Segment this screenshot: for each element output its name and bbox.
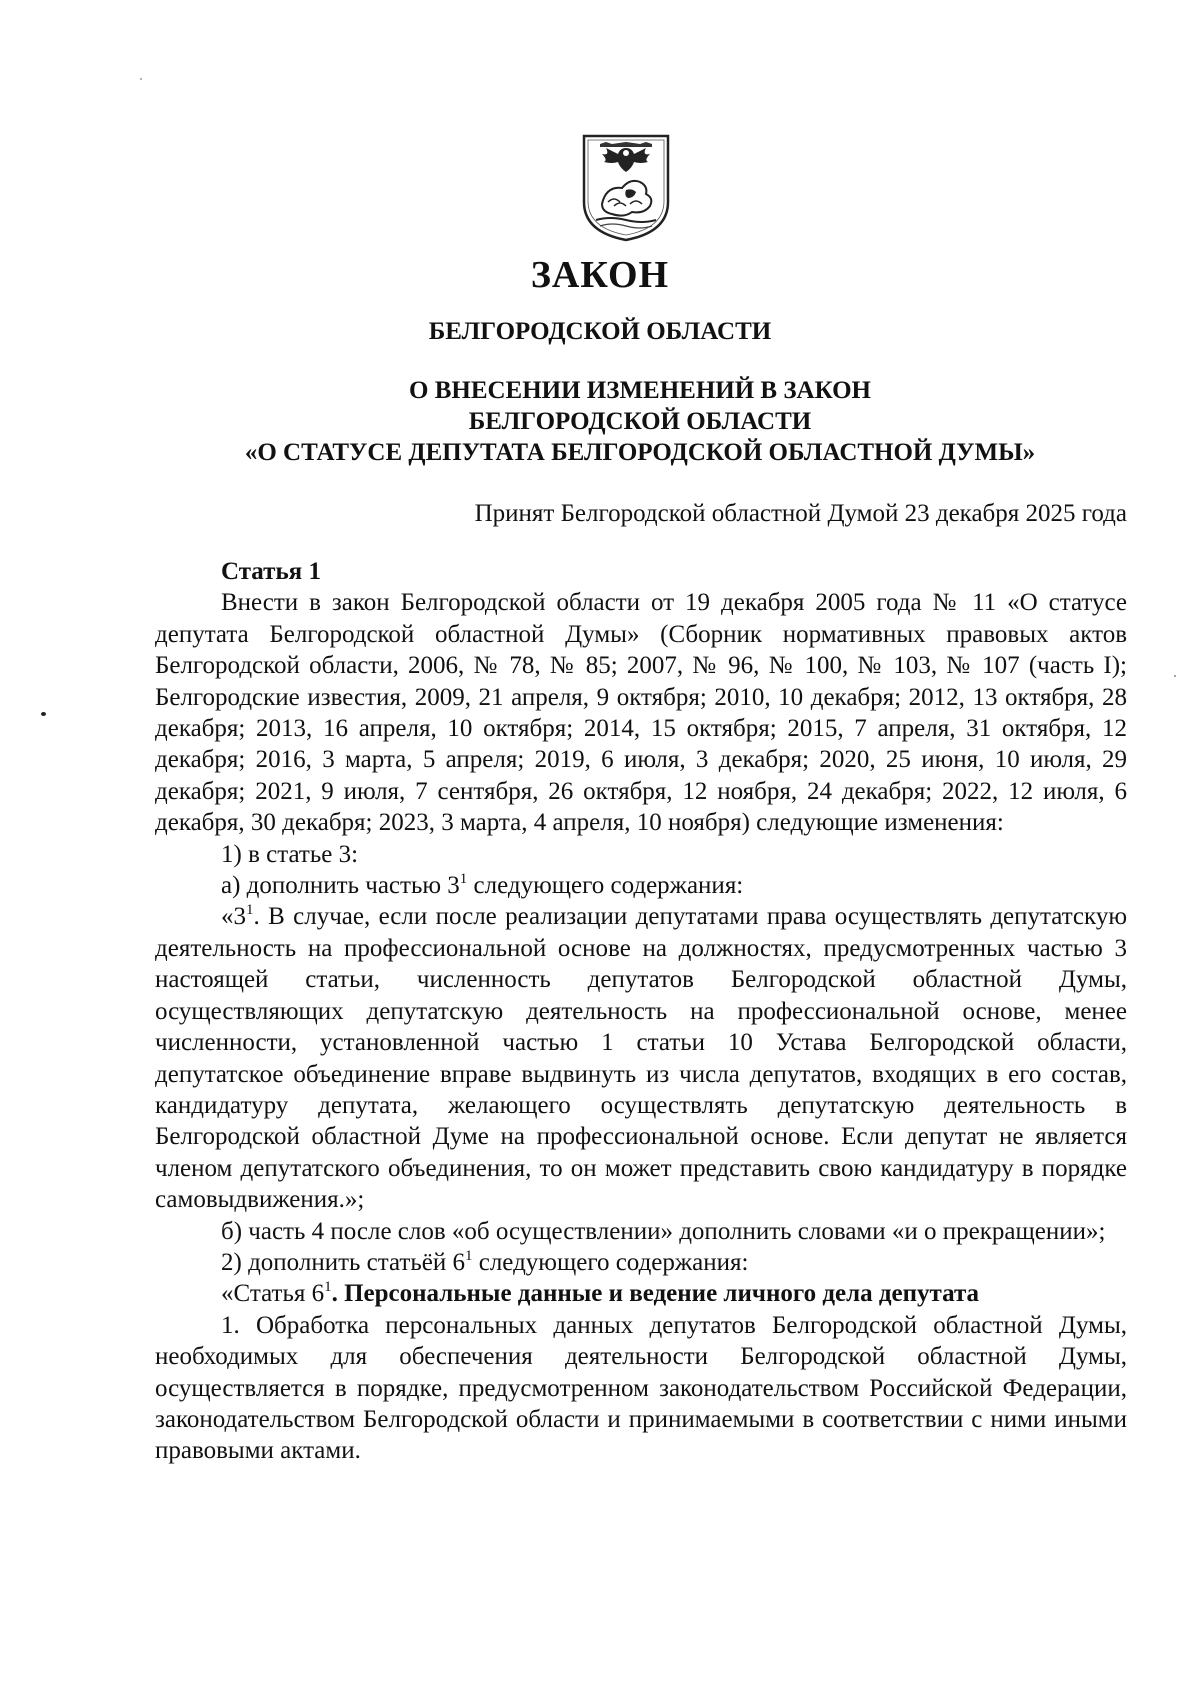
- quoted-part-3-1: «$3^1$. В случае, если после реализации депутатами права осуществлять депутатскую деятельность на профессиональной основе на должностях, предусмотренных частью 3 настоящей статьи, численность депутатов Белгородской областной Думы, осуществляющих депутатскую деятельность на профессиональной основе, менее численности, установленной частью 1 статьи 10 Устава Белгородской области, депутатское объединение вправе выдвинуть из числа депутатов, входящих в его состав, кандидатуру депутата, желающего осуществлять депутатскую деятельность в Белгородской областной Думе на профессиональной основе. Если депутат не является членом депутатского объединения, то он может представить свою кандидатуру в порядке самовыдвижения.»;: [155, 902, 1127, 1214]
- article-6-1-paragraph-1: 1. Обработка персональных данных депутатов Белгородской областной Думы, необходимых для обеспечения деятельности Белгородской областной Думы, осуществляется в порядке, предусмотренном законодательством Российской Федерации, законодательством Белгородской области и принимаемыми в соответствии с ними иными правовыми актами.: [155, 1311, 1127, 1465]
- article-body: [155, 556, 1127, 1467]
- article-6-1-title: «Статья $6^1$. Персональные данные и ведение личного дела депутата: [221, 1279, 980, 1308]
- heading-line-3: «О СТАТУСЕ ДЕПУТАТА БЕЛГОРОДСКОЙ ОБЛАСТНОЙ ДУМЫ»: [244, 439, 1036, 466]
- item-2: 2) дополнить статьёй $6^1$ следующего содержания:: [221, 1247, 749, 1276]
- item-1: 1) в статье 3:: [221, 840, 359, 868]
- belgorod-coat-of-arms-icon: [580, 132, 672, 244]
- scan-speck: [140, 78, 142, 80]
- law-heading: [200, 375, 1080, 468]
- scan-speck: [1174, 675, 1176, 677]
- item-1b: б) часть 4 после слов «об осуществлении» дополнить словами «и о прекращении»;: [221, 1217, 1106, 1245]
- article-title: Статья 1: [221, 558, 321, 585]
- heading-line-1: О ВНЕСЕНИИ ИЗМЕНЕНИЙ В ЗАКОН: [409, 377, 871, 404]
- heading-line-2: БЕЛГОРОДСКОЙ ОБЛАСТИ: [468, 408, 812, 435]
- article-intro-paragraph: Внести в закон Белгородской области от 19 декабря 2005 года № 11 «О статусе депутата Белгородской областной Думы» (Сборник нормативных правовых актов Белгородской области, 2006, № 78, № 85; 2007, № 96, № 100, № 103, № 107 (часть I); Белгородские известия, 2009, 21 апреля, 9 октября; 2010, 10 декабря; 2012, 13 октября, 28 декабря; 2013, 16 апреля, 10 октября; 2014, 15 октября; 2015, 7 апреля, 31 октября, 12 декабря; 2016, 3 марта, 5 апреля; 2019, 6 июля, 3 декабря; 2020, 25 июня, 10 июля, 29 декабря; 2021, 9 июля, 7 сентября, 26 октября, 12 ноября, 24 декабря; 2022, 12 июля, 6 декабря, 30 декабря; 2023, 3 марта, 4 апреля, 10 ноября) следующие изменения:: [155, 589, 1127, 837]
- adoption-note: Принят Белгородской областной Думой 23 декабря 2025 года: [474, 500, 1127, 527]
- region-subtitle: БЕЛГОРОДСКОЙ ОБЛАСТИ: [428, 318, 772, 345]
- document-type-title: ЗАКОН: [530, 254, 670, 296]
- item-1a: а) дополнить частью $3^1$ следующего содержания:: [221, 870, 744, 900]
- scan-speck: [41, 712, 46, 716]
